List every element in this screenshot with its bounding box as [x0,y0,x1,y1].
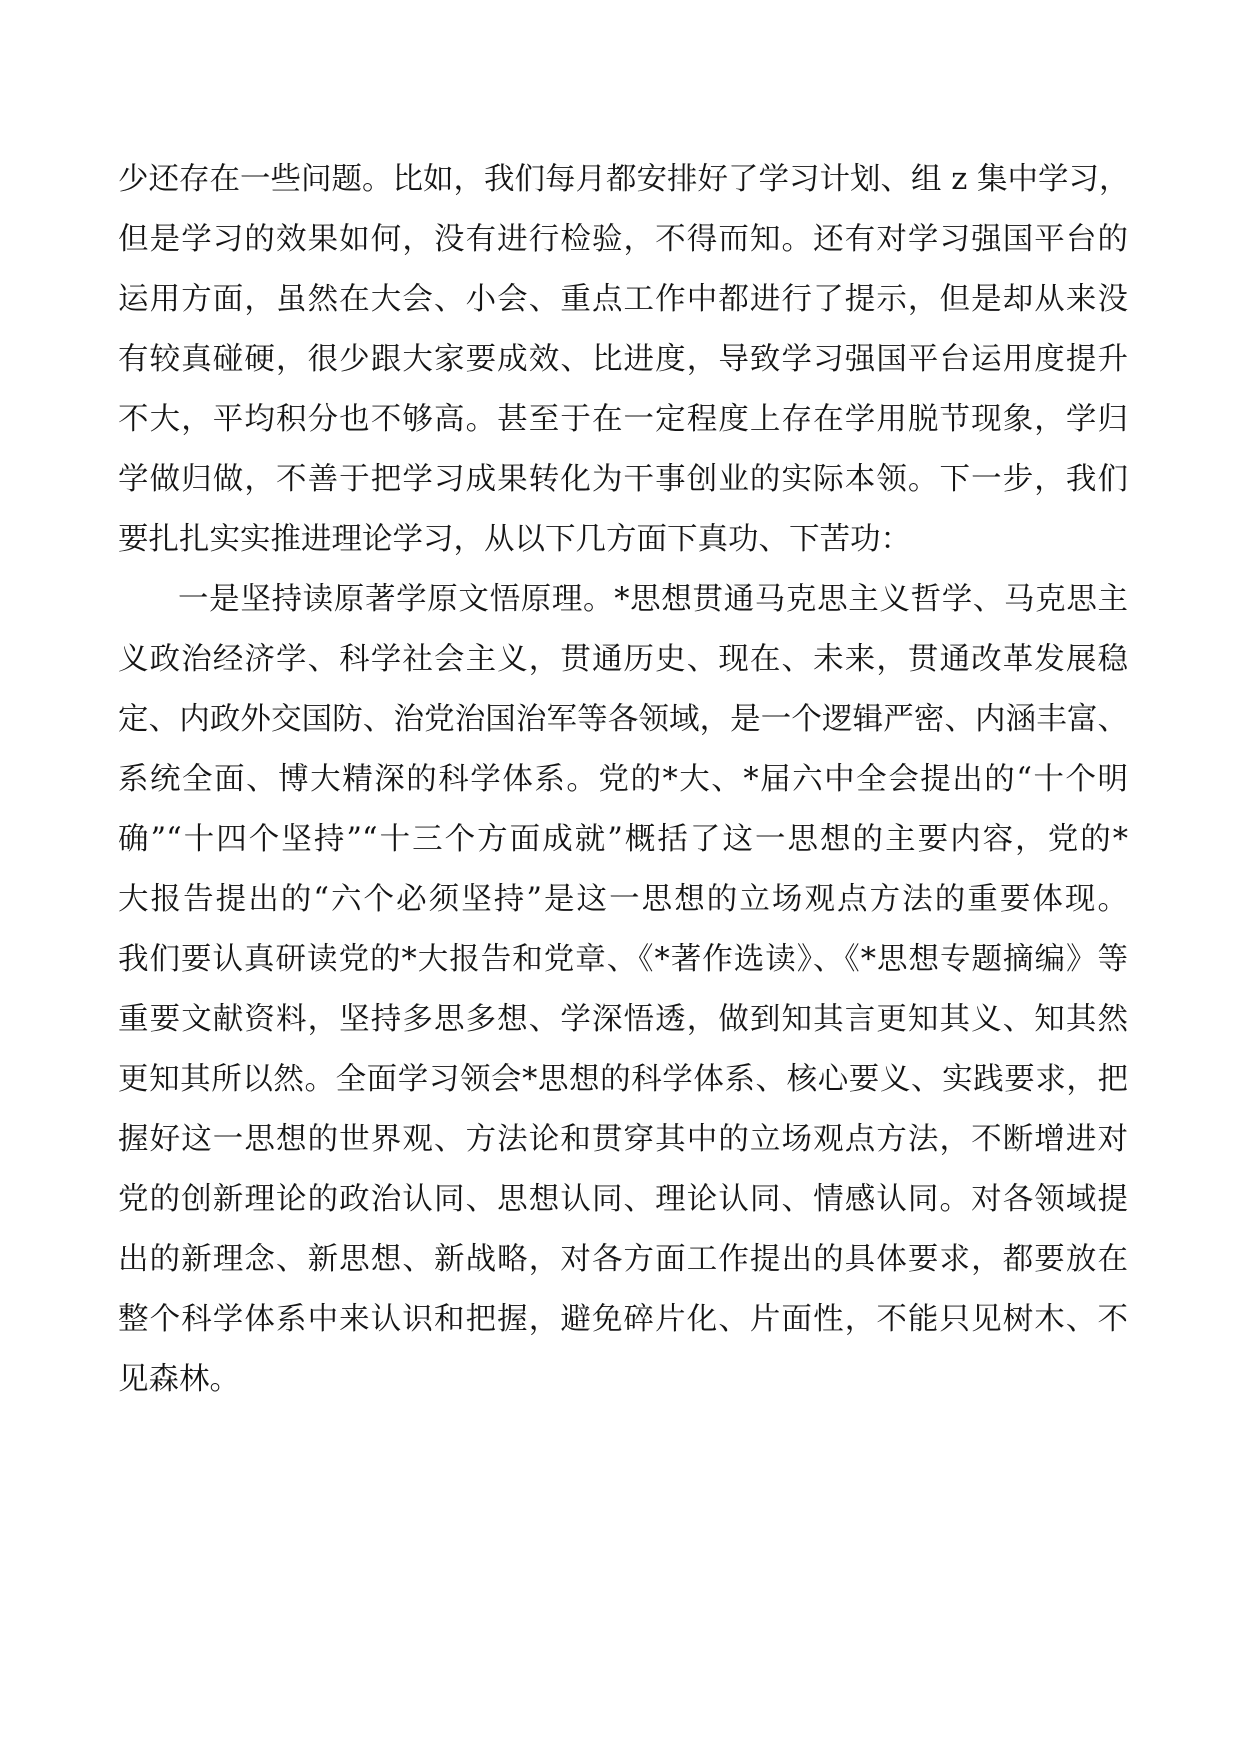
text-line: 我们要认真研读党的*大报告和党章、《*著作选读》、《*思想专题摘编》等 [118,942,1128,977]
text-line: 义政治经济学、科学社会主义，贯通历史、现在、未来，贯通改革发展稳 [118,642,1128,677]
text-line: 出的新理念、新思想、新战略，对各方面工作提出的具体要求，都要放在 [118,1242,1128,1277]
text-line: 确”“十四个坚持”“十三个方面成就”概括了这一思想的主要内容，党的* [118,822,1128,857]
text-line: 整个科学体系中来认识和把握，避免碎片化、片面性，不能只见树木、不 [118,1302,1128,1337]
text-line: 不大，平均积分也不够高。甚至于在一定程度上存在学用脱节现象，学归 [118,402,1128,437]
text-line: 学做归做，不善于把学习成果转化为干事创业的实际本领。下一步，我们 [118,462,1128,497]
text-line: 一是坚持读原著学原文悟原理。*思想贯通马克思主义哲学、马克思主 [178,582,1128,617]
text-line: 系统全面、博大精深的科学体系。党的*大、*届六中全会提出的“十个明 [118,762,1128,797]
text-line: 但是学习的效果如何，没有进行检验，不得而知。还有对学习强国平台的 [118,222,1128,257]
text-line: 要扎扎实实推进理论学习，从以下几方面下真功、下苦功： [118,522,911,557]
text-line: 重要文献资料，坚持多思多想、学深悟透，做到知其言更知其义、知其然 [118,1002,1128,1037]
text-line: 党的创新理论的政治认同、思想认同、理论认同、情感认同。对各领域提 [118,1182,1128,1217]
text-line: 更知其所以然。全面学习领会*思想的科学体系、核心要义、实践要求，把 [118,1062,1128,1097]
text-line: 大报告提出的“六个必须坚持”是这一思想的立场观点方法的重要体现。 [118,882,1128,917]
text-line: 握好这一思想的世界观、方法论和贯穿其中的立场观点方法，不断增进对 [118,1122,1128,1157]
text-line: 运用方面，虽然在大会、小会、重点工作中都进行了提示，但是却从来没 [118,282,1128,317]
text-line: 见森林。 [118,1362,240,1397]
text-line: 定、内政外交国防、治党治国治军等各领域，是一个逻辑严密、内涵丰富、 [118,702,1128,737]
text-line: 少还存在一些问题。比如，我们每月都安排好了学习计划、组 z 集中学习， [118,162,1130,197]
text-line: 有较真碰硬，很少跟大家要成效、比进度，导致学习强国平台运用度提升 [118,342,1128,377]
